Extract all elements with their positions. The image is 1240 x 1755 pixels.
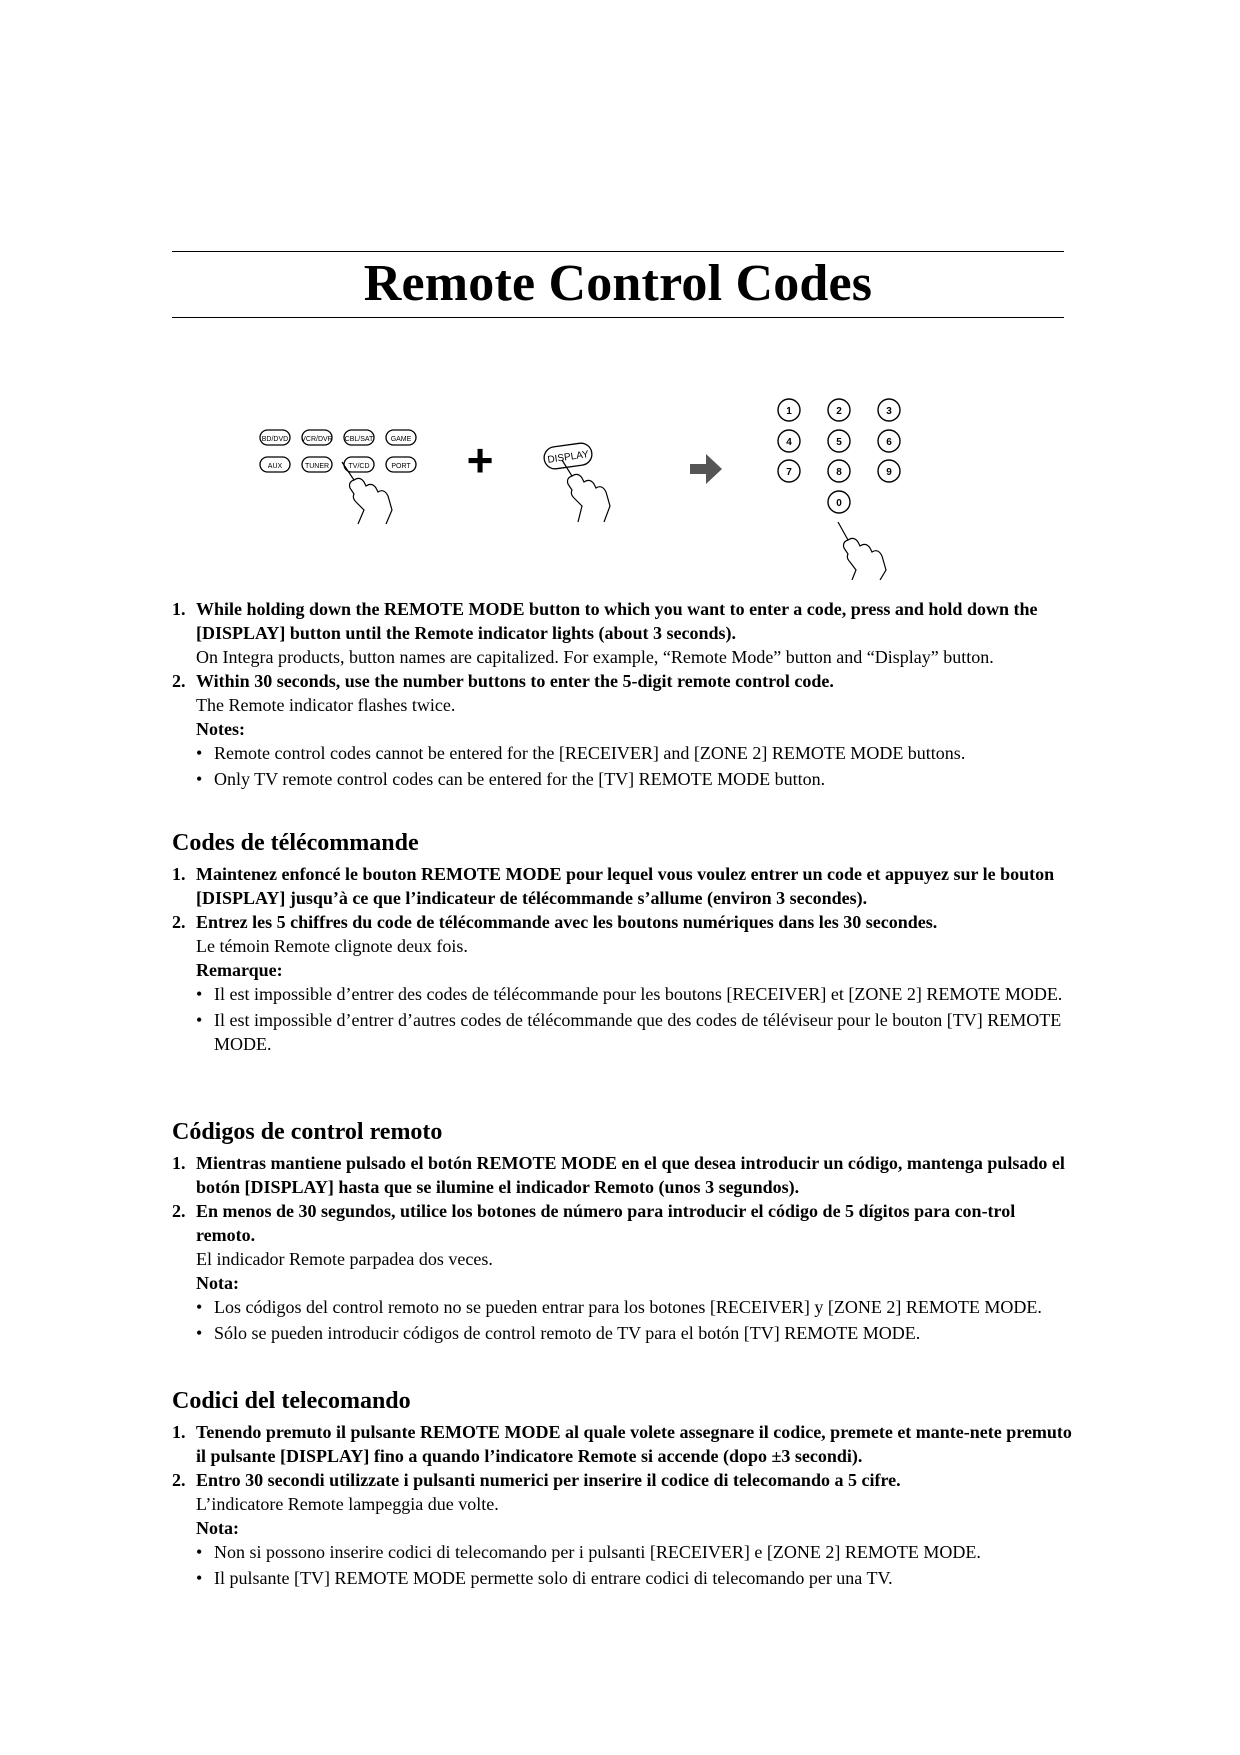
en-step-2-number: 2. [172, 671, 186, 691]
svg-text:4: 4 [786, 437, 792, 448]
svg-text:5: 5 [836, 437, 842, 448]
fr-notes-list [196, 982, 1072, 1056]
procedure-illustration [250, 390, 910, 580]
svg-text:AUX: AUX [267, 463, 283, 470]
es-step-2-instruction: En menos de 30 segundos, utilice los botones de número para introducir el código de 5 dígitos para con-trol remoto. [196, 1201, 1016, 1245]
list-item: • Only TV remote control codes can be entered for the [TV] REMOTE MODE button. [196, 769, 826, 789]
it-step-2-result: L’indicatore Remote lampeggia due volte. [196, 1494, 499, 1514]
en-step-2 [172, 669, 1072, 791]
es-notes-list [196, 1295, 1072, 1345]
svg-text:2: 2 [836, 406, 842, 417]
svg-text:1: 1 [786, 406, 792, 417]
it-heading: Codici del telecomando [172, 1388, 411, 1414]
key-6 [878, 430, 900, 452]
es-step-1-instruction: Mientras mantiene pulsado el botón REMOTE MODE en el que desea introducir un código, mantenga pulsado el botón [DISPLAY] hasta que se ilumine el indicador Remoto (unos 3 segundos). [196, 1153, 1065, 1197]
list-item: • Il pulsante [TV] REMOTE MODE permette solo di entrare codici di telecomando per una TV. [196, 1568, 893, 1588]
svg-text:GAME: GAME [390, 436, 412, 443]
en-step-1-number: 1. [172, 599, 186, 619]
section-english [172, 597, 1072, 793]
key-5 [828, 430, 850, 452]
mode-button-vcr-dvr [301, 430, 333, 445]
fr-step-1-number: 1. [172, 864, 186, 884]
svg-text:TV/CD: TV/CD [348, 463, 370, 470]
mode-button-tuner [302, 457, 332, 472]
key-3 [878, 399, 900, 421]
page-title: Remote Control Codes [363, 255, 873, 312]
svg-text:DISPLAY: DISPLAY [546, 449, 590, 466]
svg-text:8: 8 [836, 467, 842, 478]
list-item: • Los códigos del control remoto no se pueden entrar para los botones [RECEIVER] y [ZONE 2] REMOTE MODE. [196, 1297, 1042, 1317]
it-step-1-number: 1. [172, 1422, 186, 1442]
pressing-hand-icon-3 [838, 522, 886, 580]
it-notes-list [196, 1540, 1072, 1590]
svg-text:PORT: PORT [391, 463, 411, 470]
section-french [172, 827, 1072, 1058]
svg-text:7: 7 [786, 467, 792, 478]
list-item: • Il est impossible d’entrer d’autres codes de télécommande que des codes de téléviseur pour le bouton [TV] REMOTE MODE. [196, 1010, 1062, 1054]
list-item: • Remote control codes cannot be entered for the [RECEIVER] and [ZONE 2] REMOTE MODE buttons. [196, 743, 966, 763]
section-spanish [172, 1116, 1072, 1347]
key-1 [778, 399, 800, 421]
mode-button-aux [260, 457, 290, 472]
it-step-2-instruction: Entro 30 secondi utilizzate i pulsanti numerici per inserire il codice di telecomando a 5 cifre. [196, 1470, 901, 1490]
svg-text:9: 9 [886, 467, 892, 478]
es-step-2 [172, 1199, 1072, 1345]
en-notes-heading: Notes: [196, 719, 245, 739]
svg-text:3: 3 [886, 406, 892, 417]
svg-text:VCR/DVR: VCR/DVR [301, 436, 333, 443]
list-item: • Non si possono inserire codici di telecomando per i pulsanti [RECEIVER] e [ZONE 2] REMOTE MODE. [196, 1542, 981, 1562]
fr-step-2-number: 2. [172, 912, 186, 932]
es-step-1 [172, 1151, 1072, 1199]
svg-text:6: 6 [886, 437, 892, 448]
en-notes-list [196, 741, 1072, 791]
mode-button-port [386, 457, 416, 472]
mode-button-game [386, 430, 416, 445]
key-7 [778, 460, 800, 482]
mode-button-bd-dvd [260, 430, 290, 445]
svg-text:BD/DVD: BD/DVD [261, 436, 289, 443]
display-button [543, 442, 594, 470]
it-step-2-number: 2. [172, 1470, 186, 1490]
key-9 [878, 460, 900, 482]
en-step-2-result: The Remote indicator flashes twice. [196, 695, 456, 715]
section-italian [172, 1385, 1072, 1592]
fr-step-1 [172, 862, 1072, 910]
svg-text:CBL/SAT: CBL/SAT [344, 436, 374, 443]
fr-heading: Codes de télécommande [172, 830, 419, 856]
key-2 [828, 399, 850, 421]
list-item: • Sólo se pueden introducir códigos de control remoto de TV para el botón [TV] REMOTE MODE. [196, 1323, 921, 1343]
svg-text:TUNER: TUNER [304, 463, 330, 470]
pressing-hand-icon-2 [562, 460, 610, 522]
en-step-1 [172, 597, 1072, 669]
fr-notes-heading: Remarque: [196, 960, 283, 980]
fr-step-2-result: Le témoin Remote clignote deux fois. [196, 936, 468, 956]
es-step-2-result: El indicador Remote parpadea dos veces. [196, 1249, 493, 1269]
es-step-1-number: 1. [172, 1153, 186, 1173]
it-notes-heading: Nota: [196, 1518, 239, 1538]
en-step-1-instruction: While holding down the REMOTE MODE button to which you want to enter a code, press and hold down the [DISPLAY] button until the Remote indicator lights (about 3 seconds). [196, 599, 1038, 643]
fr-step-2 [172, 910, 1072, 1056]
mode-button-tv-cd [344, 457, 374, 472]
fr-step-1-instruction: Maintenez enfoncé le bouton REMOTE MODE pour lequel vous voulez entrer un code et appuyez sur le bouton [DISPLAY] jusqu’à ce que l’indicateur de télécommande s’allume (environ 3 secondes). [196, 864, 1055, 908]
arrow-right-icon [690, 454, 722, 484]
key-4 [778, 430, 800, 452]
es-step-2-number: 2. [172, 1201, 186, 1221]
es-heading: Códigos de control remoto [172, 1119, 443, 1145]
fr-step-2-instruction: Entrez les 5 chiffres du code de télécommande avec les boutons numériques dans les 30 secondes. [196, 912, 938, 932]
mode-button-cbl-sat [344, 430, 374, 445]
list-item: • Il est impossible d’entrer des codes de télécommande pour les boutons [RECEIVER] et [ZONE 2] REMOTE MODE. [196, 984, 1063, 1004]
number-keypad [778, 399, 900, 513]
en-step-1-note: On Integra products, button names are capitalized. For example, “Remote Mode” button and “Display” button. [196, 647, 994, 667]
key-0 [828, 491, 850, 513]
title-rule-bottom [172, 317, 1064, 318]
svg-text:0: 0 [836, 498, 842, 509]
remote-mode-buttons [260, 430, 416, 472]
it-step-1-instruction: Tenendo premuto il pulsante REMOTE MODE al quale volete assegnare il codice, premete et mante-nete premuto il pulsante [DISPLAY] fino a quando l’indicatore Remote si accende (dopo ±3 secondi). [196, 1422, 1072, 1466]
key-8 [828, 460, 850, 482]
plus-icon: + [466, 434, 494, 486]
it-step-1 [172, 1420, 1072, 1468]
es-notes-heading: Nota: [196, 1273, 239, 1293]
en-step-2-instruction: Within 30 seconds, use the number buttons to enter the 5-digit remote control code. [196, 671, 834, 691]
it-step-2 [172, 1468, 1072, 1590]
